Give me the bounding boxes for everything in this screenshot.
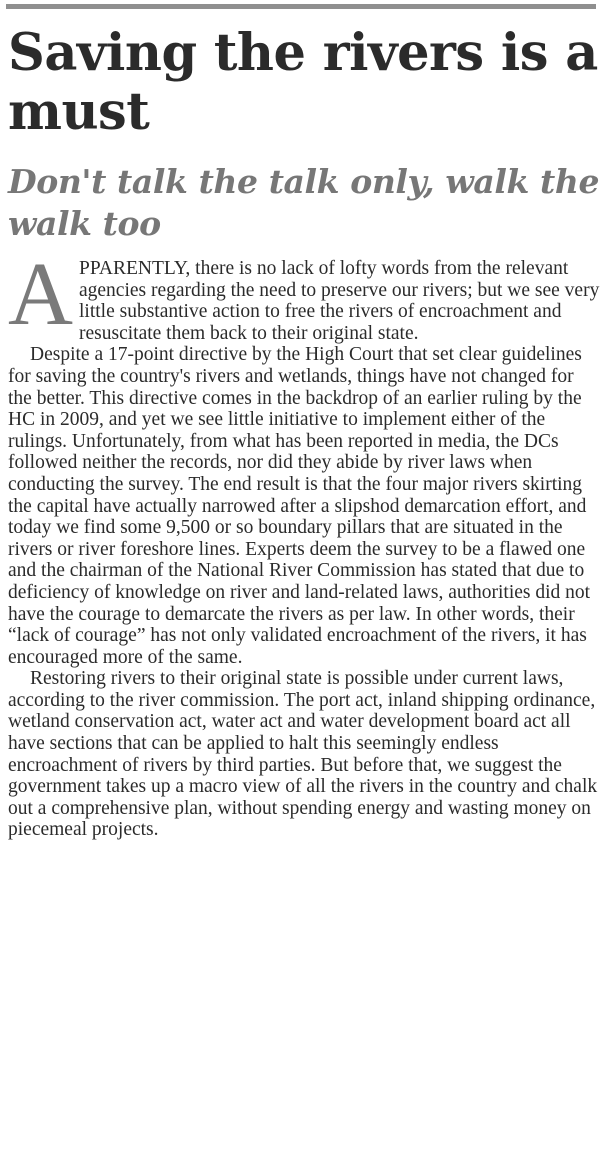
paragraph: Restoring rivers to their original state is possible under current laws, according to the river commission. The port act, inland shipping ordinance, wetland conservation act, water act and water development board act all have sections that can be applied to halt this seemingly endless encroachment of rivers by third parties. But before that, we suggest the government takes up a macro view of all the rivers in the country and chalk out a comprehensive plan, without spending energy and wasting money on piecemeal projects. (8, 668, 598, 841)
drop-cap: A (8, 245, 73, 344)
top-rule (6, 4, 596, 9)
deck-subheadline: Don't talk the talk only, walk the walk too (8, 162, 600, 243)
paragraph-lead-text: PPARENTLY, there is no lack of lofty words from the relevant agencies regarding the need to preserve our rivers; but we see very little substantive action to free the rivers of encroachment and resuscitate them back to their original state. (79, 258, 600, 344)
article-body (8, 245, 600, 841)
headline: Saving the rivers is a must (8, 23, 598, 142)
paragraph-lead (8, 245, 600, 344)
paragraph: Despite a 17-point directive by the High Court that set clear guidelines for saving the country's rivers and wetlands, things have not changed for the better. This directive comes in the backdrop of an earlier ruling by the HC in 2009, and yet we see little initiative to implement either of the rulings. Unfortunately, from what has been reported in media, the DCs followed neither the records, nor did they abide by river laws when conducting the survey. The end result is that the four major rivers skirting the capital have actually narrowed after a slipshod demarcation effort, and today we find some 9,500 or so boundary pillars that are situated in the rivers or river foreshore lines. Experts deem the survey to be a flawed one and the chairman of the National River Commission has stated that due to deficiency of knowledge on river and land-related laws, authorities did not have the courage to demarcate the rivers as per law. In other words, their “lack of courage” has not only validated encroachment of the rivers, it has encouraged more of the same. (8, 344, 591, 668)
